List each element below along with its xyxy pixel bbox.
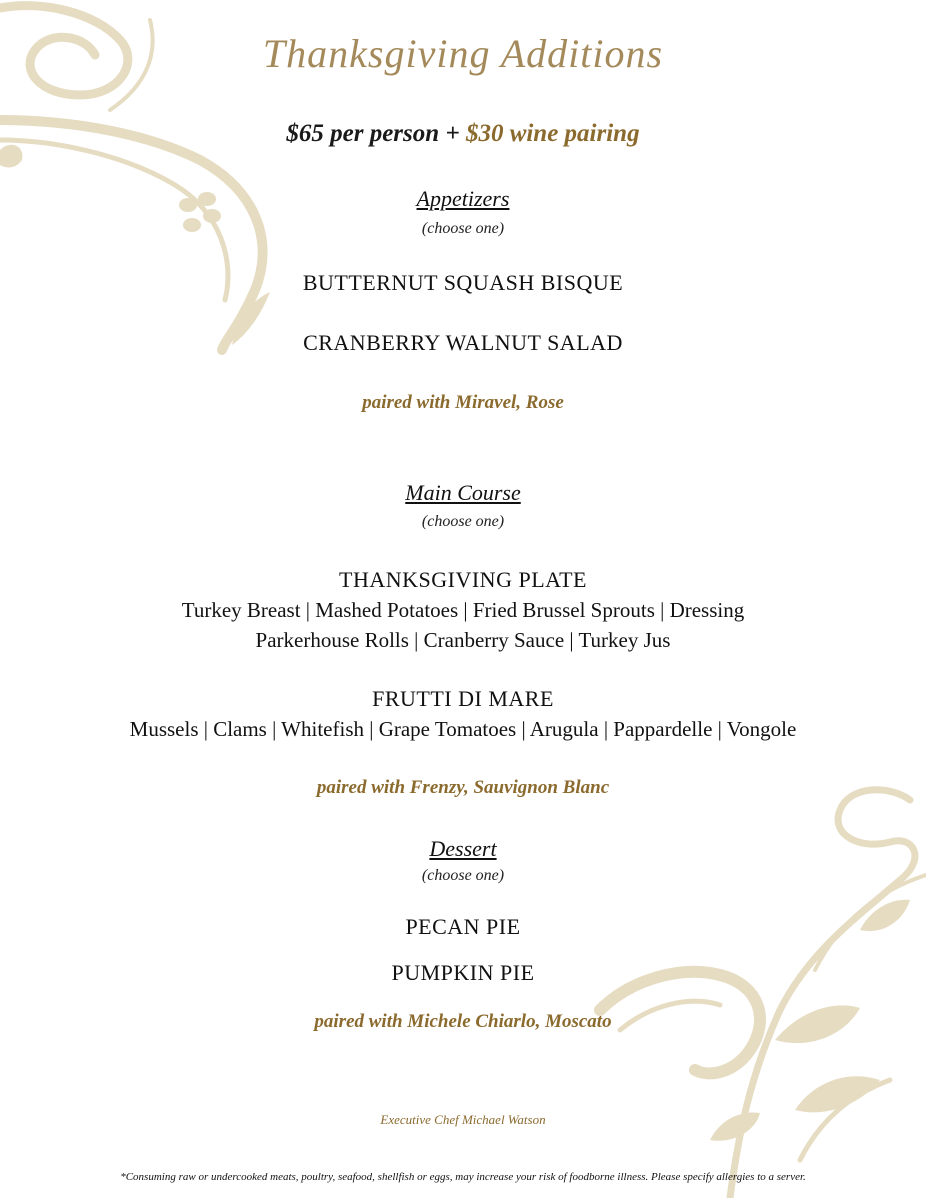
appetizer-item: BUTTERNUT SQUASH BISQUE	[302, 270, 624, 295]
wine-pairing-price: $30 wine pairing	[465, 120, 640, 147]
main-course-description: Turkey Breast | Mashed Potatoes | Fried Brussel Sprouts | Dressing	[181, 598, 745, 622]
main-course-pairing: paired with Frenzy, Sauvignon Blanc	[316, 777, 610, 798]
price-per-person: $65 per person	[286, 120, 440, 147]
dessert-item: PECAN PIE	[405, 914, 521, 939]
appetizers-note: (choose one)	[421, 220, 505, 237]
appetizer-item: CRANBERRY WALNUT SALAD	[303, 330, 623, 355]
dessert-pairing: paired with Michele Chiarlo, Moscato	[314, 1011, 612, 1032]
dessert-note: (choose one)	[421, 867, 505, 884]
food-safety-disclaimer: *Consuming raw or undercooked meats, poultry, seafood, shellfish or eggs, may increase your risk of foodborne illness. Please specify allergies to a server.	[120, 1171, 806, 1183]
main-course-description: Mussels | Clams | Whitefish | Grape Tomatoes | Arugula | Pappardelle | Vongole	[129, 717, 797, 741]
main-course-note: (choose one)	[421, 513, 505, 530]
dessert-heading: Dessert	[429, 836, 497, 861]
menu-title: Thanksgiving Additions	[262, 31, 664, 76]
price-joiner: +	[439, 120, 466, 147]
price-line	[0, 120, 926, 148]
executive-chef: Executive Chef Michael Watson	[380, 1112, 546, 1127]
appetizers-pairing: paired with Miravel, Rose	[362, 392, 564, 413]
main-course-description: Parkerhouse Rolls | Cranberry Sauce | Turkey Jus	[255, 628, 671, 652]
main-course-item: THANKSGIVING PLATE	[339, 567, 587, 592]
appetizers-heading: Appetizers	[416, 186, 510, 211]
main-course-heading: Main Course	[405, 480, 521, 505]
dessert-item: PUMPKIN PIE	[391, 960, 535, 985]
main-course-item: FRUTTI DI MARE	[372, 686, 554, 711]
